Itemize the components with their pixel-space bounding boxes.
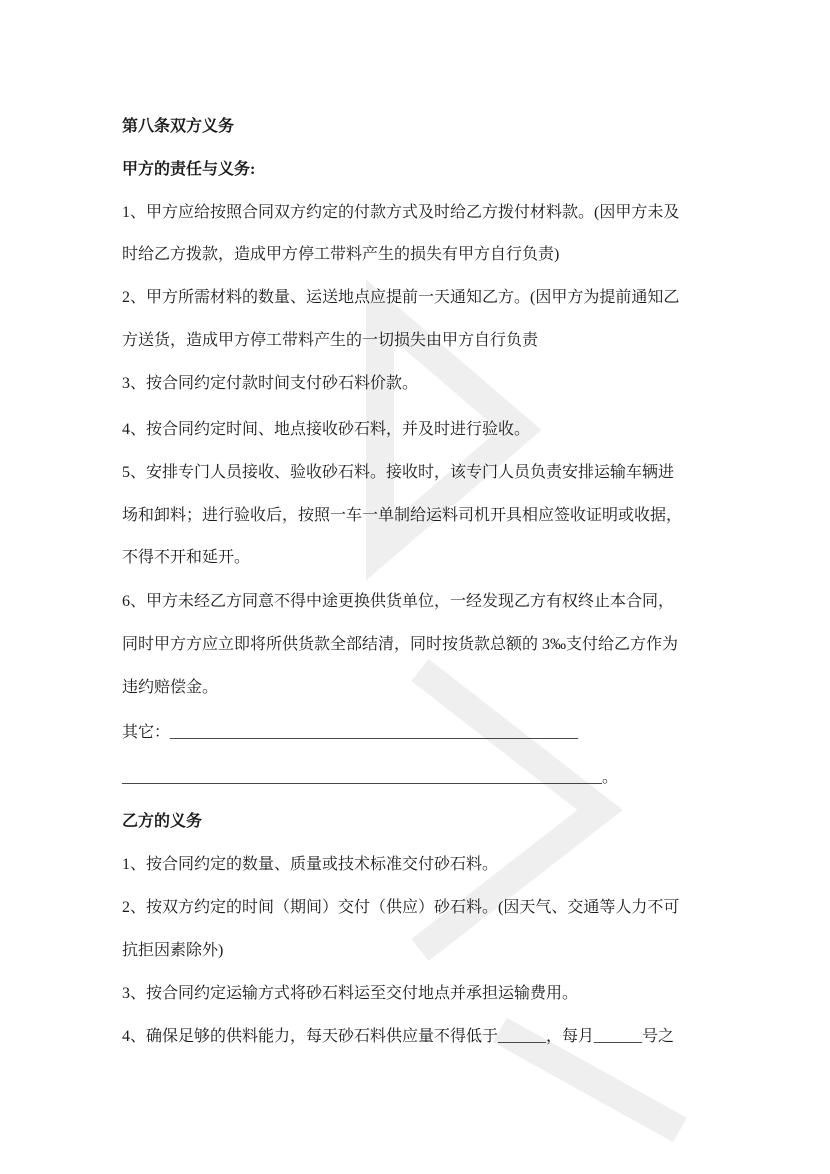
party-a-line: 方送货，造成甲方停工带料产生的一切损失由甲方自行负责 xyxy=(122,332,539,349)
party-a-line: 违约赔偿金。 xyxy=(122,679,219,696)
party-b-title: 乙方的义务 xyxy=(122,813,203,830)
party-b-line: 抗拒因素除外) xyxy=(122,942,224,959)
party-a-line: 时给乙方拨款，造成甲方停工带料产生的损失有甲方自行负责) xyxy=(122,246,560,263)
party-b-line: 4、确保足够的供料能力，每天砂石料供应量不得低于______，每月______号之 xyxy=(122,1028,675,1045)
other-blank-line: 其它：___________________________________________________ xyxy=(122,724,579,741)
party-a-line: 4、按合同约定时间、地点接收砂石料，并及时进行验收。 xyxy=(122,421,531,438)
party-a-title: 甲方的责任与义务: xyxy=(122,161,256,178)
party-b-line: 3、按合同约定运输方式将砂石料运至交付地点并承担运输费用。 xyxy=(122,985,579,1002)
party-a-line: 同时甲方方应立即将所供货款全部结清，同时按货款总额的 3‰支付给乙方作为 xyxy=(122,636,679,653)
party-a-line: 场和卸料；进行验收后，按照一车一单制给运料司机开具相应签收证明或收据， xyxy=(122,507,683,524)
party-b-line: 2、按双方约定的时间（期间）交付（供应）砂石料。(因天气、交通等人力不可 xyxy=(122,899,680,916)
party-a-line: 5、安排专门人员接收、验收砂石料。接收时，该专门人员负责安排运输车辆进 xyxy=(122,464,675,481)
party-a-line: 1、甲方应给按照合同双方约定的付款方式及时给乙方拨付材料款。(因甲方未及 xyxy=(122,204,680,221)
other-blank-line: ____________________________________________________________。 xyxy=(122,769,619,786)
party-b-line: 1、按合同约定的数量、质量或技术标准交付砂石料。 xyxy=(122,856,499,873)
party-a-line: 3、按合同约定付款时间支付砂石料价款。 xyxy=(122,375,419,392)
section-heading: 第八条双方义务 xyxy=(122,118,235,135)
party-a-line: 不得不开和延开。 xyxy=(122,549,251,566)
party-a-line: 2、甲方所需材料的数量、运送地点应提前一天通知乙方。(因甲方为提前通知乙 xyxy=(122,289,680,306)
party-a-line: 6、甲方未经乙方同意不得中途更换供货单位，一经发现乙方有权终止本合同， xyxy=(122,593,675,610)
